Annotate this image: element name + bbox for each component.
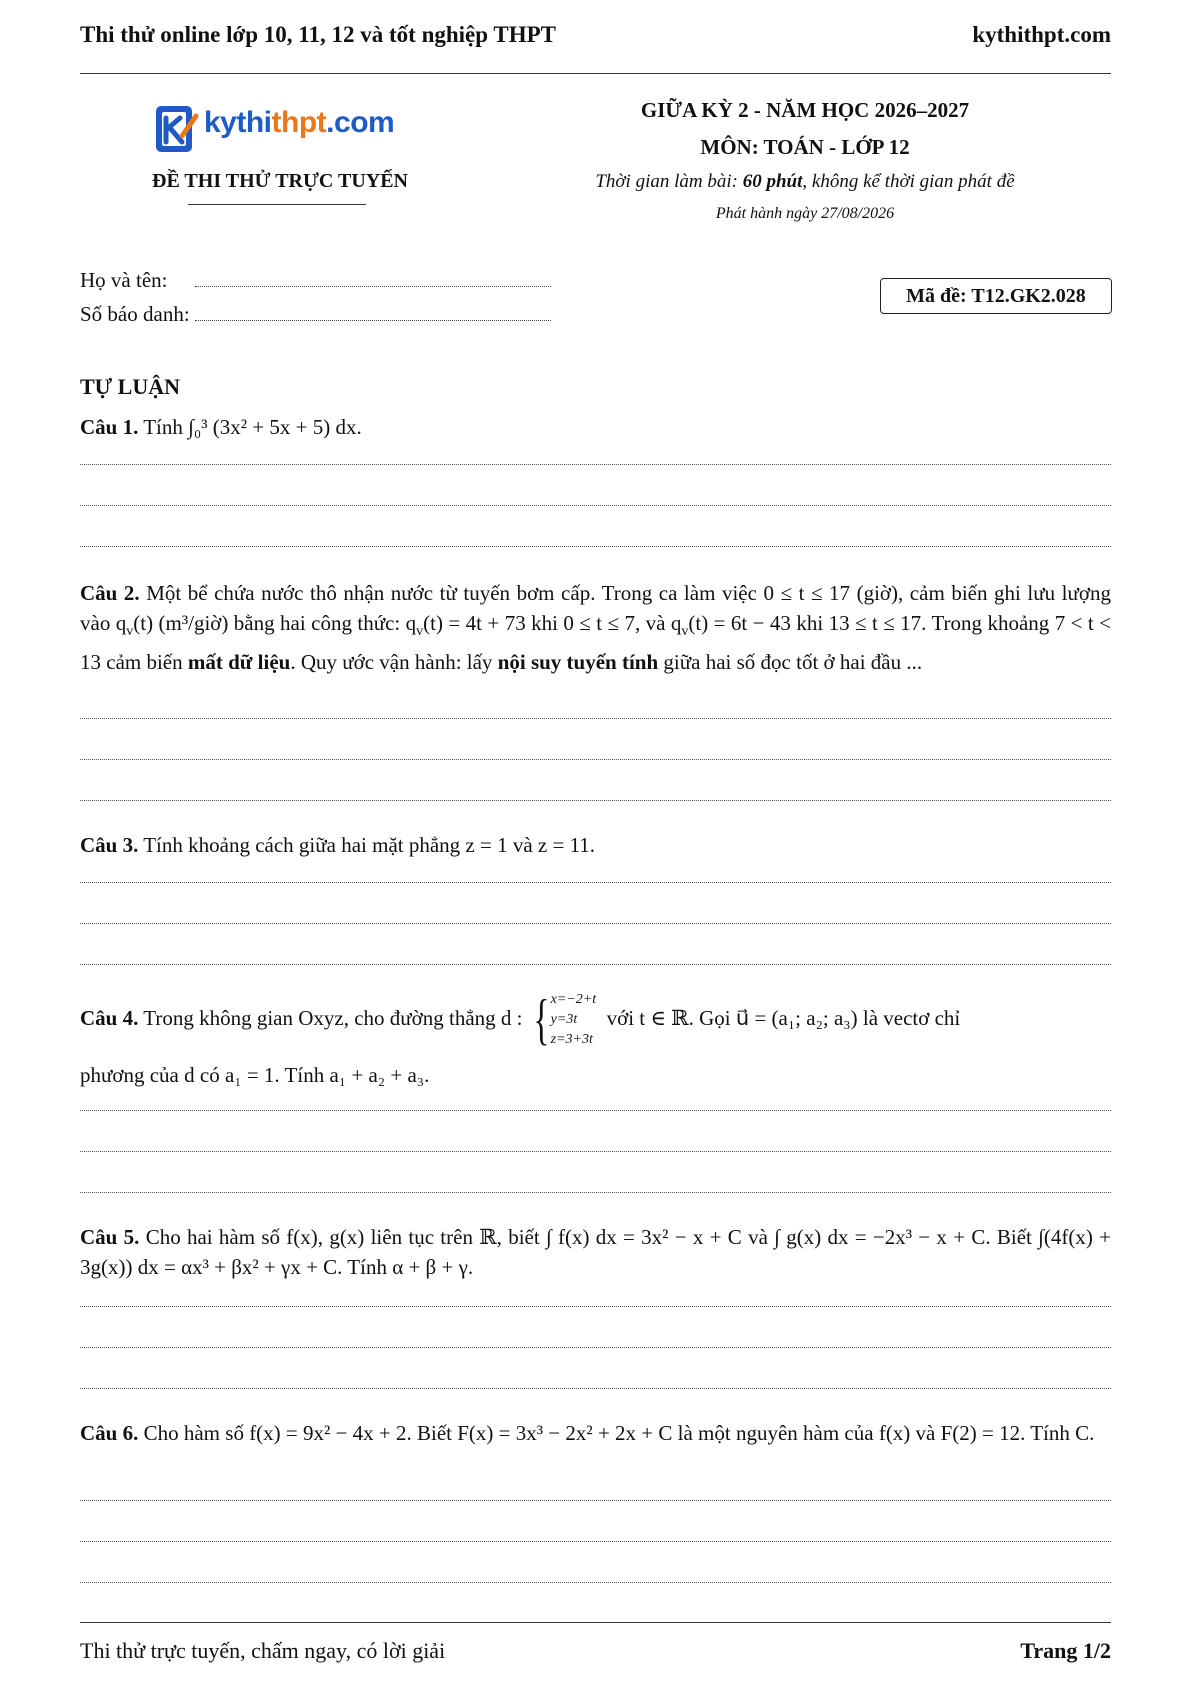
question-3: Câu 3. Tính khoảng cách giữa hai mặt phẳng z = 1 và z = 11. — [80, 833, 596, 857]
answer-line[interactable] — [80, 923, 1111, 924]
answer-line[interactable] — [80, 1541, 1111, 1542]
system-brace: { — [533, 989, 550, 1051]
id-label: Số báo danh: — [80, 302, 190, 326]
logo-wordmark: kythithpt.com — [204, 106, 395, 139]
footer-divider — [80, 1622, 1111, 1623]
exam-type-subtitle: ĐỀ THI THỬ TRỰC TUYẾN — [152, 170, 408, 192]
logo-icon — [152, 102, 202, 156]
answer-line[interactable] — [80, 1192, 1111, 1193]
answer-line[interactable] — [80, 882, 1111, 883]
answer-line[interactable] — [80, 1151, 1111, 1152]
page-number: Trang 1/2 — [1020, 1638, 1111, 1663]
answer-line[interactable] — [80, 1582, 1111, 1583]
answer-line[interactable] — [80, 464, 1111, 465]
line-equation-system: x=−2+t y=3t z=3+3t — [550, 992, 597, 1047]
question-6: Câu 6. Cho hàm số f(x) = 9x² − 4x + 2. Biết F(x) = 3x³ − 2x² + 2x + C là một nguyên hàm của f(x) và F(2) = 12. Tính C. — [80, 1421, 1095, 1445]
answer-line[interactable] — [80, 1110, 1111, 1111]
section-title: TỰ LUẬN — [80, 374, 181, 399]
name-input-line[interactable] — [195, 270, 551, 287]
answer-line[interactable] — [80, 1388, 1111, 1389]
exam-code-badge: Mã đề: T12.GK2.028 — [880, 278, 1112, 314]
answer-line[interactable] — [80, 1306, 1111, 1307]
exam-subject: MÔN: TOÁN - LỚP 12 — [700, 135, 910, 159]
id-field[interactable] — [80, 302, 551, 327]
name-label: Họ và tên: — [80, 268, 168, 292]
answer-line[interactable] — [80, 800, 1111, 801]
exam-release-date: Phát hành ngày 27/08/2026 — [715, 205, 895, 222]
answer-line[interactable] — [80, 964, 1111, 965]
answer-line[interactable] — [80, 718, 1111, 719]
question-4: Câu 4. Trong không gian Oxyz, cho đường thẳng d : {x=−2+t y=3t z=3+3t với t ∈ ℝ. Gọi u⃗ = (a₁; a₂; a₃) là vectơ chỉ — [80, 989, 961, 1051]
question-2: Câu 2. Một bể chứa nước thô nhận nước từ tuyến bơm cấp. Trong ca làm việc 0 ≤ t ≤ 17 (giờ), cảm biến ghi lưu lượng vào $q_v(t)$ (m³/giờ) bằng hai công thức: $q_v(t) = 4t + 73$ khi 0 ≤ t ≤ 7, và $q_v(t) = 6t - 43$ khi 13 ≤ t ≤ 17. Trong khoảng 7 < t < 13 cảm biến mất dữ liệu. Quy ước vận hành: lấy nội suy tuyến tính giữa hai số đọc tốt ở hai đầu ... — [80, 581, 1111, 675]
header-divider — [80, 73, 1111, 74]
name-field[interactable] — [80, 268, 551, 293]
header-left-text: Thi thử online lớp 10, 11, 12 và tốt nghiệp THPT — [80, 22, 556, 47]
answer-line[interactable] — [80, 1500, 1111, 1501]
question-4-continued: phương của d có a₁ = 1. Tính a₁ + a₂ + a₃. — [80, 1063, 430, 1087]
subtitle-underline — [188, 204, 366, 205]
id-input-line[interactable] — [195, 304, 551, 321]
question-5: Câu 5. Cho hai hàm số f(x), g(x) liên tục trên ℝ, biết ∫ f(x) dx = 3x² − x + C và ∫ g(x) dx = −2x³ − x + C. Biết ∫(4f(x) + 3g(x)) dx = αx³ + βx² + γx + C. Tính α + β + γ. — [80, 1225, 1112, 1279]
answer-line[interactable] — [80, 1347, 1111, 1348]
site-logo — [152, 102, 412, 158]
exam-time: Thời gian làm bài: 60 phút, không kể thời gian phát đề — [595, 171, 1015, 192]
answer-line[interactable] — [80, 546, 1111, 547]
exam-title: GIỮA KỲ 2 - NĂM HỌC 2026–2027 — [640, 98, 970, 122]
answer-line[interactable] — [80, 759, 1111, 760]
answer-line[interactable] — [80, 505, 1111, 506]
header-site-link[interactable]: kythithpt.com — [972, 22, 1111, 47]
footer-tagline: Thi thử trực tuyến, chấm ngay, có lời giải — [80, 1638, 446, 1663]
question-1: Câu 1. Tính ∫₀³ (3x² + 5x + 5) dx. — [80, 415, 362, 439]
